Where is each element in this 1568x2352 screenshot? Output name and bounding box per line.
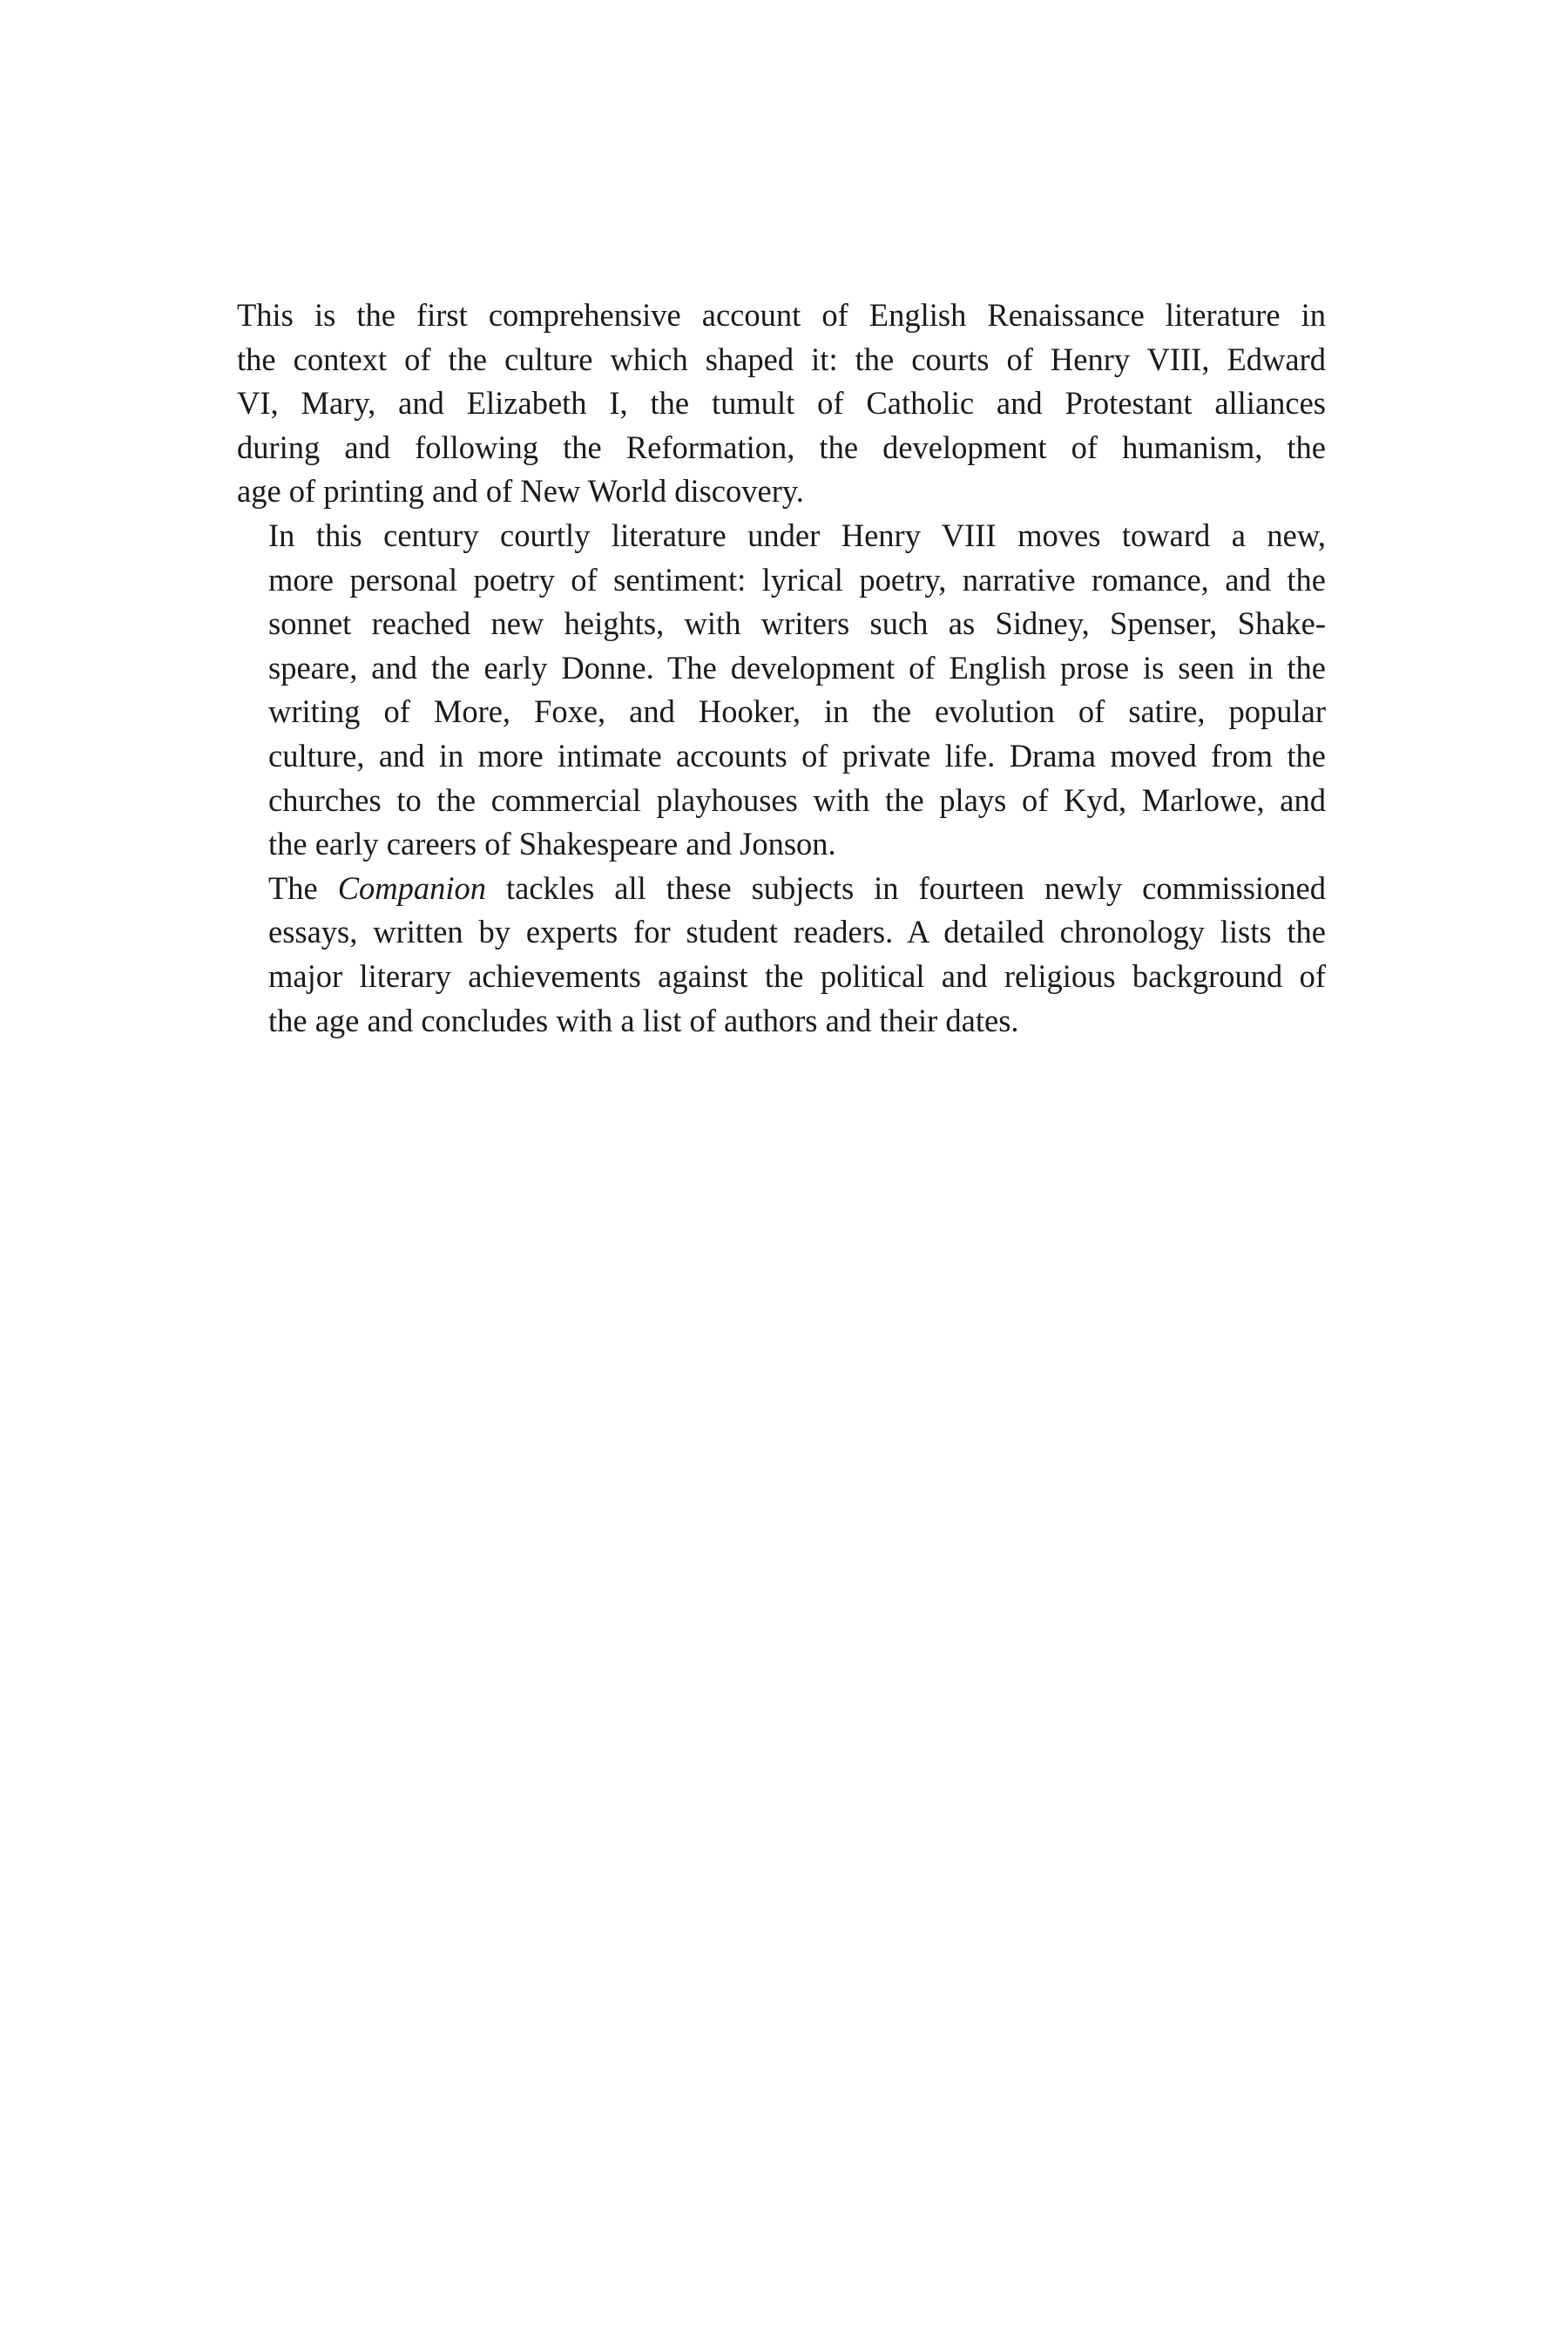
paragraph-1-line: This is the first comprehensive account of English Renaissance literature in: [237, 297, 1326, 333]
paragraph-3-line: the age and concludes with a list of authors and their dates.: [268, 1002, 1019, 1038]
paragraph-2-line: sonnet reached new heights, with writers such as Sidney, Spenser, Shake-: [268, 605, 1326, 642]
companion-title: Companion: [337, 869, 487, 906]
paragraph-1-line: during and following the Reformation, the development of humanism, the: [237, 429, 1326, 465]
paragraph-2-line: churches to the commercial playhouses with the plays of Kyd, Marlowe, and: [268, 781, 1326, 818]
paragraph-2-line: culture, and in more intimate accounts of private life. Drama moved from the: [268, 737, 1326, 774]
paragraph-1-line: age of printing and of New World discovery.: [237, 473, 804, 510]
paragraph-2: [237, 514, 1326, 867]
paragraph-2-line: more personal poetry of sentiment: lyrical poetry, narrative romance, and the: [268, 561, 1326, 598]
paragraph-3-line: essays, written by experts for student readers. A detailed chronology lists the: [268, 914, 1326, 950]
paragraph-1-line: the context of the culture which shaped it: the courts of Henry VIII, Edward: [237, 341, 1326, 377]
blurb-text: [237, 294, 1326, 1043]
paragraph-3: [237, 867, 1326, 1043]
paragraph-3-first-line: [237, 867, 1326, 911]
paragraph-3-prefix: The: [268, 869, 338, 906]
paragraph-2-line: In this century courtly literature under Henry VIII moves toward a new,: [268, 517, 1326, 553]
paragraph-1: [237, 294, 1326, 514]
paragraph-3-line: major literary achievements against the political and religious background of: [268, 957, 1326, 994]
paragraph-2-line: writing of More, Foxe, and Hooker, in the evolution of satire, popular: [268, 693, 1326, 730]
paragraph-3-suffix: tackles all these subjects in fourteen newly commissioned: [486, 869, 1326, 906]
paragraph-2-line: speare, and the early Donne. The development of English prose is seen in the: [268, 649, 1326, 686]
paragraph-1-line: VI, Mary, and Elizabeth I, the tumult of Catholic and Protestant alliances: [237, 385, 1326, 422]
paragraph-2-line: the early careers of Shakespeare and Jonson.: [268, 826, 836, 862]
